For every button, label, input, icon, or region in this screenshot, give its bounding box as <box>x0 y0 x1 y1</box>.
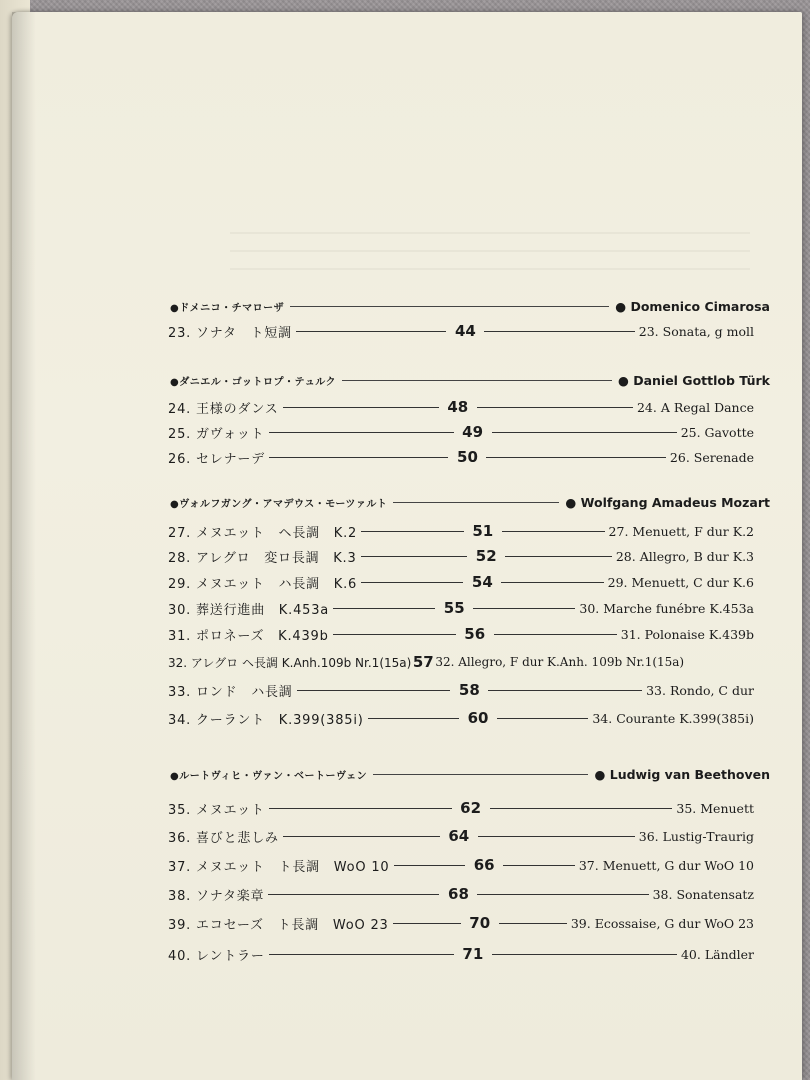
leader-line <box>486 457 665 458</box>
leader-line <box>368 718 459 719</box>
leader-line <box>393 923 461 924</box>
composer-name-ja: ●ドメニコ・チマローザ <box>170 302 285 314</box>
leader-line <box>492 432 677 433</box>
toc-entry <box>168 797 754 819</box>
composer-name-ja: ●ダニエル・ゴットロプ・テュルク <box>170 376 337 388</box>
toc-entry <box>168 912 754 934</box>
page-number: 52 <box>475 547 497 565</box>
leader-line <box>290 306 609 307</box>
leader-line <box>342 380 612 381</box>
leader-line <box>283 407 439 408</box>
title-en: 25. Gavotte <box>680 424 755 440</box>
title-ja: 39. エコセーズ ト長調 WoO 23 <box>168 917 389 933</box>
composer-header-cimarosa <box>170 296 770 316</box>
show-through-text <box>230 232 750 272</box>
leader-line <box>497 718 588 719</box>
composer-header-mozart <box>170 492 770 512</box>
toc-entry <box>168 446 754 468</box>
title-en: 29. Menuett, C dur K.6 <box>607 574 754 590</box>
page-number: 60 <box>467 709 489 727</box>
leader-line <box>494 634 617 635</box>
leader-line <box>484 331 634 332</box>
toc-entry <box>168 571 754 593</box>
composer-name-en: ● Wolfgang Amadeus Mozart <box>565 494 770 510</box>
title-en: 30. Marche funébre K.453a <box>579 600 754 616</box>
leader-line <box>501 582 603 583</box>
title-ja: 34. クーラント K.399(385i) <box>168 712 364 728</box>
page-number: 57 <box>412 653 434 671</box>
toc-entry <box>168 623 754 645</box>
title-en: 40. Ländler <box>680 946 754 962</box>
leader-line <box>477 894 648 895</box>
title-en: 24. A Regal Dance <box>636 399 754 415</box>
title-ja: 36. 喜びと悲しみ <box>168 830 279 846</box>
page-number: 55 <box>443 599 465 617</box>
title-en: 26. Serenade <box>669 449 755 465</box>
title-en: 31. Polonaise K.439b <box>620 626 755 642</box>
leader-line <box>505 556 612 557</box>
title-ja: 35. メヌエット <box>168 802 265 818</box>
leader-line <box>394 865 466 866</box>
leader-line <box>478 836 635 837</box>
title-en: 35. Menuett <box>676 800 755 816</box>
leader-line <box>269 954 454 955</box>
title-en: 34. Courante K.399(385i) <box>592 710 754 726</box>
toc-entry <box>168 597 754 619</box>
toc-entry <box>168 854 754 876</box>
page-number: 68 <box>448 885 469 903</box>
toc-entry <box>168 520 754 542</box>
title-en: 38. Sonatensatz <box>652 886 755 902</box>
title-ja: 30. 葬送行進曲 K.453a <box>168 602 330 618</box>
toc-entry <box>168 545 754 567</box>
leader-line <box>361 531 464 532</box>
leader-line <box>296 331 446 332</box>
toc-entry <box>168 320 754 342</box>
composer-header-beethoven <box>170 764 770 784</box>
leader-line <box>333 634 456 635</box>
toc-entry <box>168 707 754 729</box>
leader-line <box>297 690 451 691</box>
composer-name-en: ● Ludwig van Beethoven <box>594 766 770 782</box>
toc-entry <box>168 396 754 418</box>
leader-line <box>361 582 463 583</box>
title-ja: 25. ガヴォット <box>168 426 265 442</box>
composer-name-en: ● Daniel Gottlob Türk <box>617 372 770 388</box>
title-ja: 28. アレグロ 変ロ長調 K.3 <box>168 550 357 566</box>
toc-entry <box>168 651 754 673</box>
page-number: 48 <box>447 398 469 416</box>
leader-line <box>333 608 435 609</box>
toc-entry <box>168 825 754 847</box>
leader-line <box>490 808 673 809</box>
leader-line <box>269 457 448 458</box>
page-number: 49 <box>462 423 484 441</box>
leader-line <box>499 923 567 924</box>
page-number: 51 <box>472 522 494 540</box>
title-ja: 31. ポロネーズ K.439b <box>168 628 329 644</box>
title-en: 23. Sonata, g moll <box>638 323 754 339</box>
title-ja: 38. ソナタ楽章 <box>168 888 265 904</box>
leader-line <box>503 865 575 866</box>
toc-entry <box>168 943 754 965</box>
title-en: 37. Menuett, G dur WoO 10 <box>578 857 754 873</box>
title-en: 32. Allegro, F dur K.Anh. 109b Nr.1(15a) <box>435 655 685 669</box>
page-shadow <box>12 12 36 1080</box>
title-en: 36. Lustig-Traurig <box>638 828 754 844</box>
title-ja: 33. ロンド ハ長調 <box>168 684 293 700</box>
title-ja: 40. レントラー <box>168 948 265 964</box>
leader-line <box>488 690 642 691</box>
page-number: 56 <box>464 625 486 643</box>
title-ja: 27. メヌエット ヘ長調 K.2 <box>168 525 358 541</box>
title-en: 33. Rondo, C dur <box>646 682 754 698</box>
title-en: 39. Ecossaise, G dur WoO 23 <box>570 915 754 931</box>
title-en: 27. Menuett, F dur K.2 <box>608 523 754 539</box>
title-en: 28. Allegro, B dur K.3 <box>615 548 754 564</box>
toc-entry <box>168 679 754 701</box>
title-ja: 23. ソナタ ト短調 <box>168 325 292 341</box>
leader-line <box>492 954 677 955</box>
title-ja: 32. アレグロ ヘ長調 K.Anh.109b Nr.1(15a) <box>168 655 412 670</box>
title-ja: 29. メヌエット ハ長調 K.6 <box>168 576 358 592</box>
leader-line <box>373 774 588 775</box>
leader-line <box>283 836 440 837</box>
title-ja: 26. セレナーデ <box>168 451 266 467</box>
page-number: 64 <box>448 827 470 845</box>
toc-entry <box>168 883 754 905</box>
composer-name-en: ● Domenico Cimarosa <box>615 298 770 314</box>
toc-entry <box>168 421 754 443</box>
page-number: 50 <box>457 448 478 466</box>
page-number: 58 <box>458 681 480 699</box>
leader-line <box>268 894 439 895</box>
page-number: 70 <box>469 914 491 932</box>
page-number: 71 <box>462 945 484 963</box>
page-number: 66 <box>473 856 495 874</box>
title-ja: 37. メヌエット ト長調 WoO 10 <box>168 859 390 875</box>
page-number: 44 <box>454 322 476 340</box>
page-number: 54 <box>471 573 493 591</box>
leader-line <box>477 407 633 408</box>
leader-line <box>361 556 468 557</box>
leader-line <box>393 502 559 503</box>
composer-header-turk <box>170 370 770 390</box>
leader-line <box>502 531 605 532</box>
composer-name-ja: ●ルートヴィヒ・ヴァン・ベートーヴェン <box>170 770 368 782</box>
leader-line <box>269 808 452 809</box>
page-number: 62 <box>460 799 482 817</box>
title-ja: 24. 王様のダンス <box>168 401 279 417</box>
composer-name-ja: ●ヴォルフガング・アマデウス・モーツァルト <box>170 498 388 510</box>
leader-line <box>269 432 454 433</box>
leader-line <box>473 608 575 609</box>
